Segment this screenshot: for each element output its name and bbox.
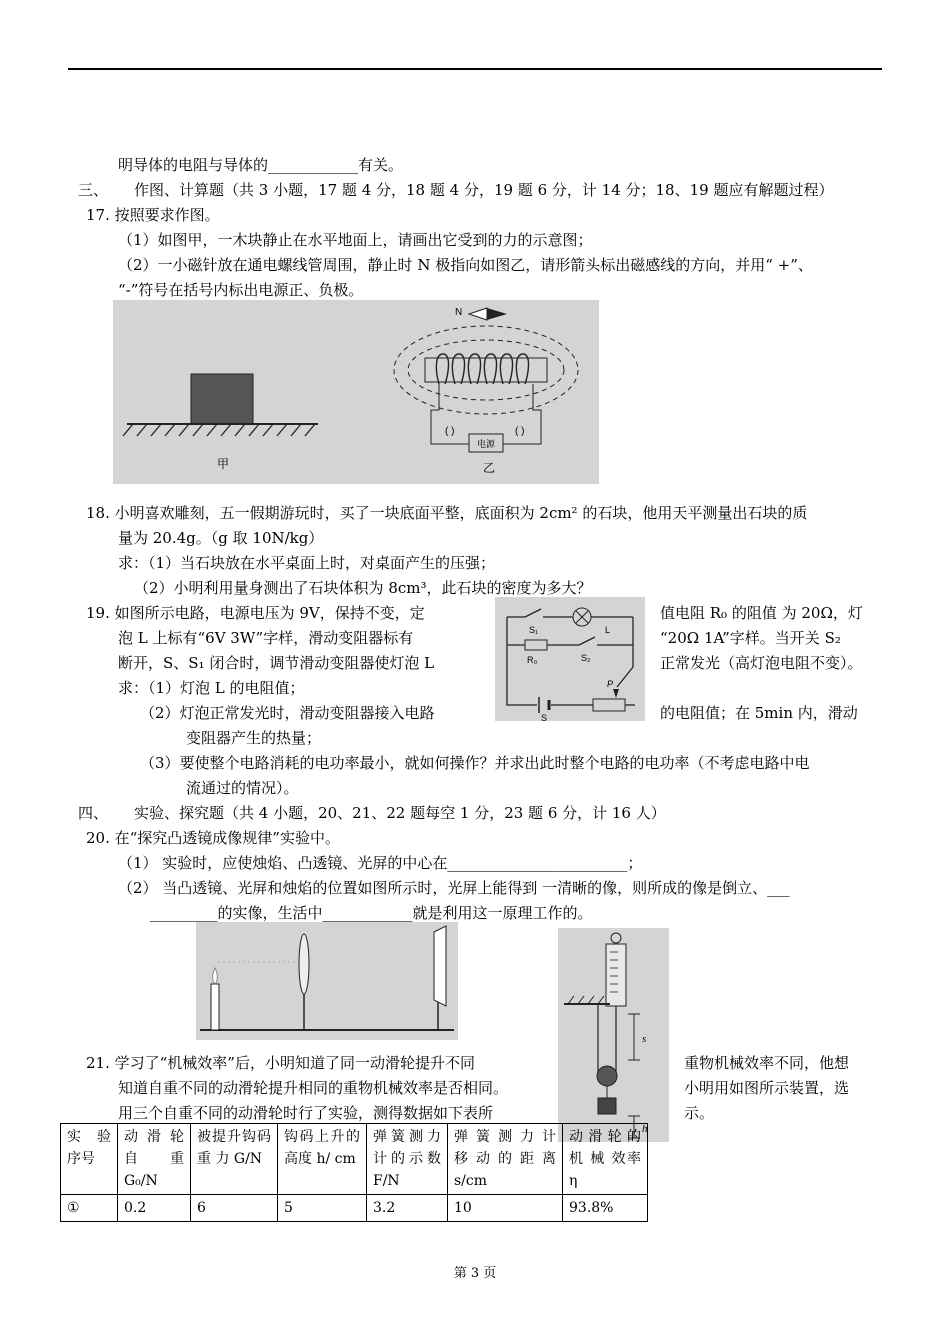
question-18: 18. 小明喜欢雕刻，五一假期游玩时，买了一块底面平整，底面积为 2cm² 的石块，他用天平测量出石块的质 xyxy=(86,504,808,522)
text-line: 断开，S、S₁ 闭合时，调节滑动变阻器使灯泡 L xyxy=(118,654,435,672)
needle-n-label: N xyxy=(455,307,463,318)
text-line: 正常发光（高灯泡电阻不变）。 xyxy=(660,654,863,672)
section-number: 四、 xyxy=(78,804,109,822)
label-l: L xyxy=(605,625,611,635)
text-line: 示。 xyxy=(684,1104,715,1122)
wood-block xyxy=(191,374,253,424)
text-line: 值电阻 R₀ 的阻值 为 20Ω，灯 xyxy=(660,604,863,622)
header-cell: 弹 簧 测 力 计 移动的距离 s/cm xyxy=(448,1124,563,1195)
bracket-left: ( ) xyxy=(445,426,455,437)
label-s1: S₁ xyxy=(529,625,539,635)
table-cell: 6 xyxy=(191,1195,278,1222)
needle-north-half xyxy=(469,308,487,320)
question-17: 17. 按照要求作图。 xyxy=(86,206,220,224)
text-line: （2）小明利用量身测出了石块体积为 8cm³，此石块的密度为多大？ xyxy=(134,579,592,597)
table-cell: 10 xyxy=(448,1195,563,1222)
header-cell: 实 验 序号 xyxy=(61,1124,118,1195)
text-line: 用三个自重不同的动滑轮时行了实验，测得数据如下表所 xyxy=(118,1104,494,1122)
question-21: 21. 学习了“机械效率”后，小明知道了同一动滑轮提升不同 xyxy=(86,1054,475,1072)
header-cell: 弹簧测力计的示数 F/N xyxy=(367,1124,448,1195)
header-cell: 被提升钩码 重 力 G/N xyxy=(191,1124,278,1195)
ground-hatching xyxy=(123,424,315,436)
text-line: 明导体的电阻与导体的____________有关。 xyxy=(118,156,404,174)
table-cell: 93.8% xyxy=(563,1195,648,1222)
flame-icon xyxy=(213,968,218,984)
section-heading: 作图、计算题（共 3 小题，17 题 4 分，18 题 4 分，19 题 6 分，计 14 分；18、19 题应有解题过程） xyxy=(134,181,834,199)
figure-17 xyxy=(113,300,599,484)
header-rule xyxy=(68,68,882,70)
figure-19-circuit xyxy=(495,597,645,721)
rheostat xyxy=(593,699,625,711)
candle xyxy=(211,984,219,1030)
page-number: 第 3 页 xyxy=(453,1266,497,1281)
header-cell: 动 滑 轮 自 重 G₀/N xyxy=(118,1124,191,1195)
text-line: “20Ω 1A”字样。当开关 S₂ xyxy=(660,629,841,647)
circuit-drawing xyxy=(495,597,645,721)
question-20: 20. 在“探究凸透镜成像规律”实验中。 xyxy=(86,829,340,847)
label-h: h xyxy=(642,1123,648,1135)
text-line: （2） 当凸透镜、光屏和烛焰的位置如图所示时，光屏上能得到 一清晰的像，则所成的像是倒立、___ xyxy=(118,879,790,897)
optical-bench-drawing xyxy=(196,922,458,1040)
text-line: “-”符号在括号内标出电源正、负极。 xyxy=(118,281,364,299)
table-cell: 0.2 xyxy=(118,1195,191,1222)
needle-south-half xyxy=(487,308,507,320)
text-line: （1）如图甲，一木块静止在水平地面上，请画出它受到的力的示意图； xyxy=(118,231,593,249)
power-label: 电源 xyxy=(476,439,496,449)
results-table xyxy=(60,1123,648,1222)
text-line: （2）一小磁针放在通电螺线管周围，静止时 N 极指向如图乙，请形箭头标出磁感线的方向，并用“ +”、 xyxy=(118,256,813,274)
text-line: （3）要使整个电路消耗的电功率最小，就如何操作？并求出此时整个电路的电功率（不考虑电路中电 xyxy=(140,754,810,772)
question-19: 19. 如图所示电路，电源电压为 9V，保持不变，定 xyxy=(86,604,425,622)
text-line: 泡 L 上标有“6V 3W”字样，滑动变阻器标有 xyxy=(118,629,414,647)
table-row xyxy=(61,1195,648,1222)
label-s2: S₂ xyxy=(581,653,591,663)
figure-21-pulley xyxy=(558,928,669,1142)
text-line: （2）灯泡正常发光时，滑动变阻器接入电路 xyxy=(140,704,435,722)
text-line: _________的实像，生活中____________就是利用这一原理工作的。 xyxy=(150,904,593,922)
pulley-drawing xyxy=(558,928,669,1142)
header-cell: 动 滑 轮 的 机 械 效率 η xyxy=(563,1124,648,1195)
label-jia: 甲 xyxy=(217,457,230,471)
text-line: 知道自重不同的动滑轮提升相同的重物机械效率是否相同。 xyxy=(118,1079,509,1097)
section-number: 三、 xyxy=(78,181,109,199)
text-line: 流通过的情况）。 xyxy=(186,779,299,797)
slider-arrow xyxy=(613,689,619,698)
figure-17-drawing xyxy=(113,300,599,484)
table-header-row xyxy=(61,1124,648,1195)
text-line: 求：（1）当石块放在水平桌面上时，对桌面产生的压强； xyxy=(118,554,496,572)
text-line: 量为 20.4g。（g 取 10N/kg） xyxy=(118,529,324,547)
label-yi: 乙 xyxy=(483,461,496,475)
text-line: 的电阻值；在 5min 内，滑动 xyxy=(660,704,858,722)
weight-block xyxy=(598,1098,616,1114)
bracket-right: ( ) xyxy=(515,426,525,437)
text-line: 重物机械效率不同，他想 xyxy=(684,1054,850,1072)
spring-scale-body xyxy=(606,944,626,1006)
section-heading: 实验、探究题（共 4 小题，20、21、22 题每空 1 分，23 题 6 分，计 16 人） xyxy=(134,804,666,822)
label-r0: R₀ xyxy=(527,655,538,665)
text-line: 求：（1）灯泡 L 的电阻值； xyxy=(118,679,305,697)
spring-scale-ring xyxy=(611,933,621,943)
table-cell: 5 xyxy=(278,1195,367,1222)
text-line: 小明用如图所示装置，选 xyxy=(684,1079,850,1097)
figure-20-optical-bench xyxy=(196,922,458,1040)
convex-lens xyxy=(299,934,309,994)
label-s: s xyxy=(642,1033,647,1045)
label-s: S xyxy=(541,713,548,721)
light-screen xyxy=(434,926,446,1006)
beam-hatching xyxy=(568,996,604,1004)
resistor-r0 xyxy=(525,640,547,650)
table-cell: 3.2 xyxy=(367,1195,448,1222)
label-p: P xyxy=(607,679,614,689)
movable-pulley xyxy=(597,1066,617,1086)
table-cell: ① xyxy=(61,1195,118,1222)
header-cell: 钩码上升的高度 h/ cm xyxy=(278,1124,367,1195)
text-line: （1） 实验时，应使烛焰、凸透镜、光屏的中心在________________________； xyxy=(118,854,643,872)
text-line: 变阻器产生的热量； xyxy=(186,729,322,747)
